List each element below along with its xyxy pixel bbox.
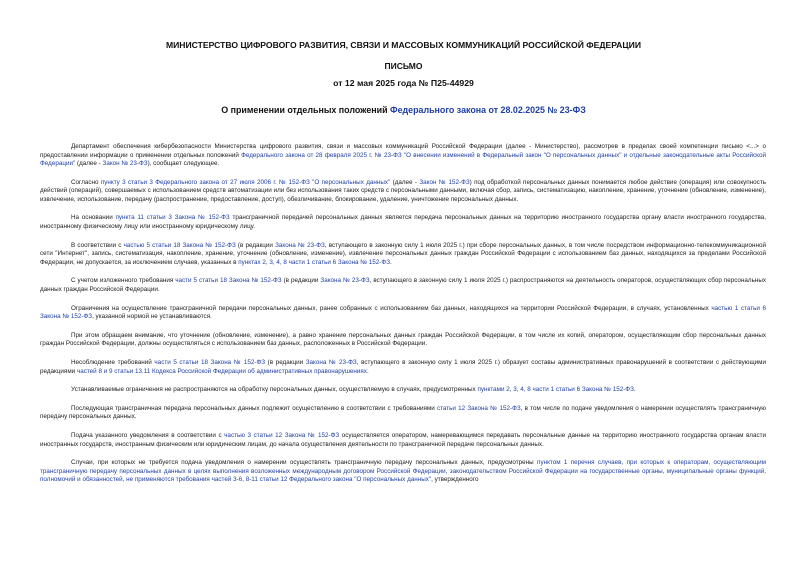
law-link[interactable]: пункта 11 статьи 3 Закона № 152-ФЗ (115, 214, 230, 222)
paragraph-text: (далее - (75, 160, 103, 168)
paragraph-text: (далее - (390, 178, 420, 186)
paragraph-text: Департамент обеспечения кибербезопасности Министерства цифрового развития, связи и массовых коммуникаций Российской Федерации (далее - Министерство), рассмотрев в пределах своей компетенции письмо <...> о предоставлении информации о применении отдельных положений (40, 143, 766, 159)
paragraph-text: На основании (71, 214, 116, 222)
subject-law-link[interactable]: Федерального закона от 28.02.2025 № 23-ФЗ (390, 105, 586, 115)
paragraph-text: Последующая трансграничная передача персональных данных подлежит осуществлению в соответствии с требованиями (71, 404, 437, 412)
law-link[interactable]: Закона № 23-ФЗ (275, 241, 325, 249)
paragraph-text: С учетом изложенного требования (71, 277, 176, 285)
paragraph-text: осуществляется оператором, намеревающимся передавать персональные данные на территорию иностранного государства органам власти иностранных государств, иностранным физическим или юридическим лицам, до начала осуществления деятельности по трансграничной передаче персональных данных. (40, 431, 766, 448)
paragraph-text: . (390, 258, 392, 266)
law-link[interactable]: Закона № 23-ФЗ (320, 277, 370, 285)
paragraph (40, 214, 766, 231)
letter-body (40, 143, 766, 495)
paragraph-text: трансграничной передачей персональных данных является передача персональных данных на территорию иностранного государства органу власти иностранного государства, иностранному физическому лицу или иностранному юридическому лицу. (40, 214, 767, 231)
law-link[interactable]: пунктом 1 перечня случаев, при которых к операторам, осуществляющим трансграничную передачу персональных данных в целях выполнения возложенных международным договором Российской Федерации, законодательством Российской Федерации на государственные органы, муниципальные органы функций, полномочий и обязанностей, не применяются требования частей 3-6, 8-11 статьи 12 Федерального закона "О персональных данных" (40, 459, 766, 484)
paragraph-text: Случаи, при которых не требуется подача уведомления о намерении осуществлять трансграничную передачу персональных данных, предусмотрены (71, 459, 538, 467)
law-link[interactable]: частью 3 статьи 12 Закона № 152-ФЗ (224, 431, 340, 439)
paragraph-text: . (366, 367, 369, 375)
law-link[interactable]: пункту 3 статьи 3 Федерального закона от 27 июля 2006 г. № 152-ФЗ "О персональных данных" (100, 178, 391, 186)
law-link[interactable]: пунктами 2, 3, 4, 8 части 1 статьи 6 Закона № 152-ФЗ (477, 386, 634, 394)
paragraph-text: Подача указанного уведомления в соответствии с (71, 431, 225, 439)
law-link[interactable]: части 5 статьи 18 Закона № 152-ФЗ (175, 277, 282, 285)
law-link[interactable]: частью 5 статьи 18 Закона № 152-ФЗ (123, 241, 236, 249)
paragraph (40, 459, 766, 485)
document-date-number: от 12 мая 2025 года № П25-44929 (333, 78, 474, 88)
law-link[interactable]: части 5 статьи 18 Закона № 152-ФЗ (154, 358, 266, 366)
paragraph (40, 386, 766, 395)
paragraph (40, 277, 766, 294)
paragraph-text: При этом обращаем внимание, что уточнение (обновление, изменение), а равно хранение персональных данных граждан Российской Федерации, в том числе их копий, оператором, осуществляющим сбор персональных данных граждан Российской Федерации, должны осуществляться с использованием баз данных, расположенных в Российской Федерации. (40, 331, 766, 348)
paragraph (40, 179, 766, 205)
paragraph-text: Ограничения на осуществление трансграничной передачи персональных данных, ранее собранных с использованием баз данных, находящихся на территории Российской Федерации, в случаях, установленных (71, 304, 712, 312)
paragraph (40, 405, 766, 422)
paragraph (40, 359, 766, 376)
paragraph-text: Устанавливаемые ограничения не распространяются на обработку персональных данных, осуществляемую в случаях, предусмотренных (71, 386, 478, 394)
paragraph-text: (в редакции (281, 277, 321, 285)
law-link[interactable]: статьи 12 Закона № 152-ФЗ (436, 404, 521, 412)
document-subject (0, 105, 807, 115)
law-link[interactable]: частей 8 и 9 статьи 13.11 Кодекса Российской Федерации об административных правонарушениях (76, 367, 367, 375)
paragraph-text: , вступающего в законную силу 1 июля 2025 г.) при сборе персональных данных, в том числе посредством информационно-телекоммуникационной сети "Интернет", запись, систематизация, накопление, хранение, уточнение (обновление, изменение), извлечение персональных данных граждан Российской Федерации с использованием баз данных, находящихся за пределами Российской Федерации, не допускается, за исключением случаев, указанных в (40, 241, 766, 266)
paragraph-text: Несоблюдение требований (71, 358, 155, 366)
paragraph-text: ) под обработкой персональных данных понимается любое действие (операция) или совокупность действий (операций), совершаемых с использованием средств автоматизации или без использования таких средств с персональными данными, включая сбор, запись, систематизацию, накопление, хранение, уточнение (обновление, изменение), извлечение, использование, передачу (распространение, предоставление, доступ), обезличивание, блокирование, удаление, уничтожение персональных данных. (40, 178, 766, 203)
law-link[interactable]: пунктах 2, 3, 4, 8 части 1 статьи 6 Закона № 152-ФЗ (238, 258, 390, 266)
paragraph (40, 143, 766, 169)
paragraph (40, 332, 766, 349)
paragraph-text: (в редакции (265, 358, 306, 366)
paragraph (40, 305, 766, 322)
subject-prefix: О применении отдельных положений (221, 105, 391, 115)
paragraph-text: , утвержденного (431, 476, 479, 484)
law-link[interactable]: Федерального закона от 28 февраля 2025 г. № 23-ФЗ "О внесении изменений в Федеральный закон "О персональных данных" и отдельные законодательные акты Российской Федерации" (40, 151, 767, 168)
paragraph-text: В соответствии с (71, 241, 124, 249)
paragraph (40, 242, 766, 268)
paragraph-text: , вступающего в законную силу 1 июля 2025 г.) распространяются на деятельность операторов, осуществляющих сбор персональных данных граждан Российской Федерации. (40, 277, 767, 293)
paragraph-text: , вступающего в законную силу 1 июля 2025 г.) образует составы административных правонарушений в соответствии с действующими редакциями (40, 358, 766, 375)
law-link[interactable]: частью 1 статьи 6 Закона № 152-ФЗ (40, 304, 766, 321)
paragraph-text: (в редакции (235, 241, 276, 249)
law-link[interactable]: Закон № 152-ФЗ (419, 178, 470, 186)
paragraph-text: , в том числе по подаче уведомления о намерении осуществлять трансграничную передачу персональных данных. (40, 404, 766, 421)
paragraph-text: Согласно (71, 178, 101, 186)
ministry-heading: МИНИСТЕРСТВО ЦИФРОВОГО РАЗВИТИЯ, СВЯЗИ И МАССОВЫХ КОММУНИКАЦИЙ РОССИЙСКОЙ ФЕДЕРАЦИИ (165, 40, 642, 50)
paragraph (40, 432, 766, 449)
law-link[interactable]: Закона № 23-ФЗ (305, 358, 357, 366)
law-link[interactable]: Закон № 23-ФЗ (102, 160, 148, 168)
paragraph-text: ), сообщает следующее. (147, 160, 220, 168)
paragraph-text: . (633, 386, 636, 394)
paragraph-text: , указанной нормой не устанавливаются. (92, 313, 212, 321)
document-type: ПИСЬМО (384, 61, 423, 71)
